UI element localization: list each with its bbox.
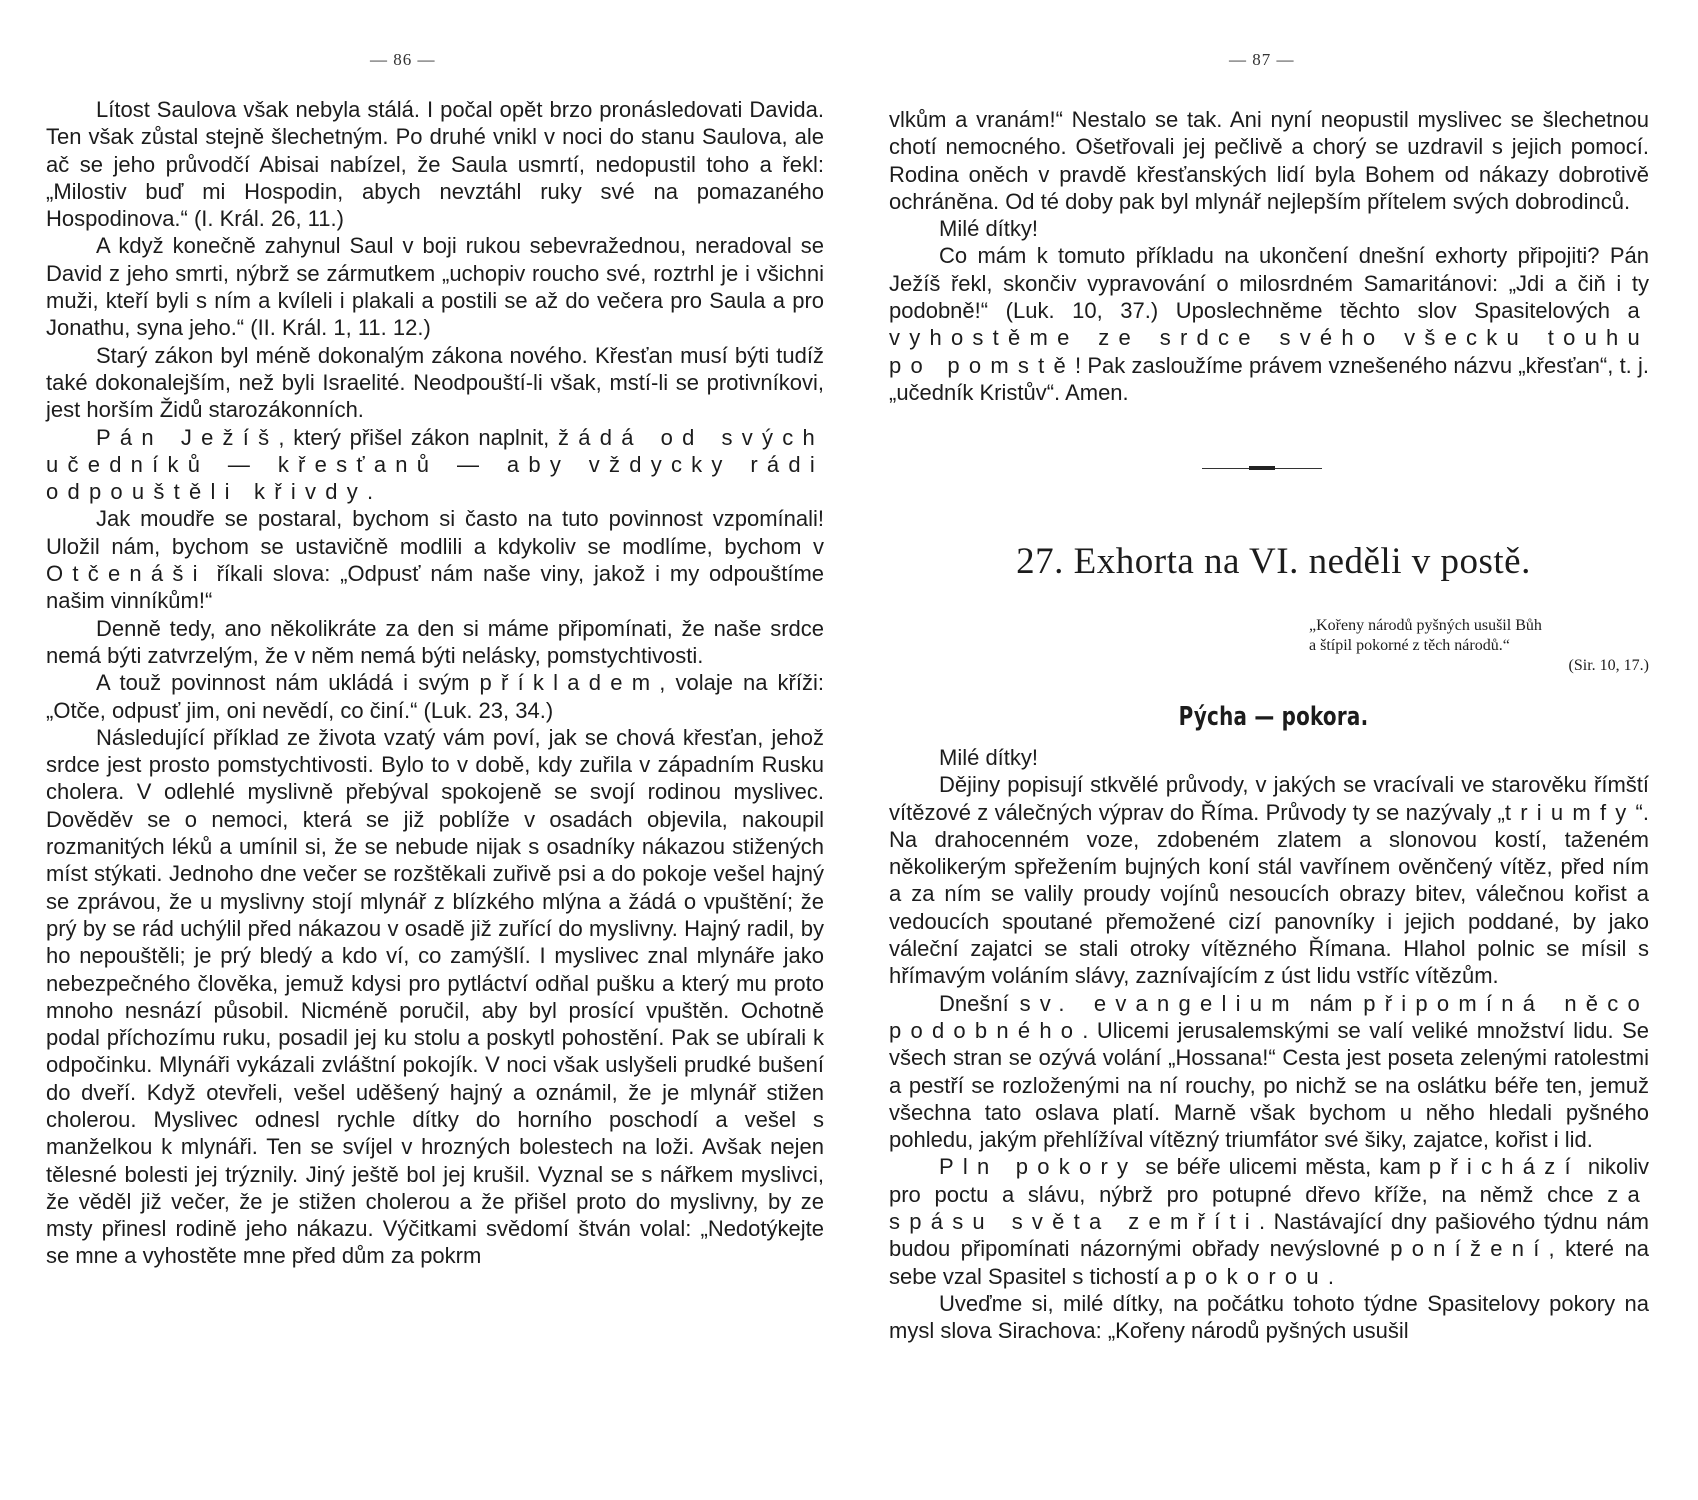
text-run: , který přišel zákon naplnit, (278, 424, 559, 450)
spaced-emphasis: Pán Ježíš (96, 424, 279, 450)
right-text-column-bottom (889, 744, 1649, 1345)
text-run: Dnešní (939, 990, 1020, 1016)
text-run: nikoliv pro poctu a slávu, nýbrž pro potupné dřevo kříže, na němž chce (889, 1154, 1650, 1207)
text-run: . Ulicemi jerusalemskými se valí veliké množství lidu. Se všech stran se ozývá volání „Hossana!“ Cesta jest poseta zelenými ratolestmi a pestří se rozloženými na ní rouchy, po nichž se na oslátku béře ten, jemuž všechna tato oslava platí. Marně však bychom u něho hledali pyšného pohledu, jakým přehlížíval vítězný triumfátor své šiky, zajatce, kořist i lid. (889, 1017, 1649, 1153)
spaced-emphasis: triumfy (1504, 799, 1636, 825)
paragraph (889, 242, 1649, 406)
spaced-emphasis: ponížení (1390, 1236, 1549, 1262)
spaced-emphasis: příkladem (479, 670, 660, 696)
spaced-emphasis: žádá od svých učedníků — křesťanů — aby vždycky rádi odpouštěli křivdy (46, 424, 824, 505)
text-run: nám (1298, 990, 1364, 1016)
paragraph: Lítost Saulova však nebyla stálá. I počal opět brzo pronásledovati Davida. Ten však zůstal stejně šlechetným. Po druhé vnikl v noci do stanu Saulova, ale ač se jeho průvodčí Abisai nabízel, že Saula usmrtí, nedopustil toho a řekl: „Milostiv buď mi Hospodin, abych nevztáhl ruky své na pomazaného Hospodinova.“ (I. Král. 26, 11.) (46, 97, 824, 232)
paragraph (46, 505, 824, 614)
paragraph: A když konečně zahynul Saul v boji rukou sebevražednou, neradoval se David z jeho smrti, nýbrž se zármutkem „uchopiv roucho své, roztrhl je i všichni muži, kteří byli s ním a kvíleli i plakali a postili se až do večera pro Saula a pro Jonathu, syna jeho.“ (II. Král. 1, 11. 12.) (46, 233, 824, 341)
section-divider-center (1249, 466, 1275, 470)
spaced-emphasis: a vyhostěme ze srdce svého všecku touhu po pomstě (889, 298, 1649, 378)
spaced-emphasis: za spásu světa zemříti (889, 1181, 1649, 1235)
text-run: A touž povinnost nám ukládá i svým (96, 670, 480, 696)
text-run: . (1327, 1263, 1335, 1289)
epigraph-line: a štípil pokorné z těch národů.“ (1309, 637, 1510, 654)
right-page (849, 0, 1698, 1500)
text-run: . Nastávající dny pašiového týdnu nám budou připomínati názornými obřady nevýslovné (889, 1209, 1649, 1262)
chapter-title: 27. Exhorta na VI. neděli v postě. (1016, 541, 1531, 582)
salutation: Milé dítky! (939, 216, 1039, 242)
epigraph (1309, 616, 1649, 676)
text-run: říkali slova: „Odpusť nám naše viny, jakož i my odpouštíme našim vinníkům!“ (46, 561, 824, 614)
spaced-emphasis: Pln pokory (939, 1154, 1138, 1180)
spaced-emphasis: připomíná něco podobného (889, 990, 1649, 1043)
paragraph (889, 1153, 1649, 1289)
section-subtitle: Pýcha — pokora. (1178, 702, 1369, 732)
paragraph (889, 990, 1649, 1154)
paragraph: vlkům a vranám!“ Nestalo se tak. Ani nyní neopustil myslivec se šlechetnou chotí nemocného. Ošetřovali jej pečlivě a chorý se uzdravil s jejich pomocí. Rodina oněch v pravdě křesťanských lidí byla Bohem od nákazy dobrotivě ochráněna. Od té doby pak byl mlynář nejlepším přítelem svých dobrodinců. (889, 107, 1649, 214)
paragraph: Uveďme si, milé dítky, na počátku tohoto týdne Spasitelovy pokory na mysl slova Sirachova: „Kořeny národů pyšných usušil (889, 1290, 1649, 1344)
paragraph (889, 771, 1649, 989)
text-run: “. Na drahocenném voze, zdobeném zlatem a slonovou kostí, taženém několikerým spřežením bujných koní stál vavřínem ověnčený vítěz, před ním a za ním se valily proudy vojínů nesoucích obrazy bitev, válečnou kořist a vedoucích spoutané přemožené cizí panovníky i jejich poddané, by jako váleční zajatci se stali otroky vítězného Římana. Hlahol polnic se mísil s hřímavým voláním slávy, zaznívajícím z úst lidu vstříc vítězům. (889, 799, 1649, 989)
text-run: , které na sebe vzal Spasitel s tichostí a (889, 1236, 1649, 1289)
text-run: . (366, 479, 374, 505)
text-run: ! Pak zasloužíme právem vznešeného názvu „křesťan“, t. j. „učedník Kristův“. Amen. (889, 352, 1650, 405)
right-text-column-top (889, 106, 1649, 406)
paragraph (46, 424, 824, 506)
text-run: Dějiny popisují stkvělé průvody, v jakých se vracívali ve starověku římští vítězové z válečných výprav do Říma. Průvody ty se nazývaly „ (889, 772, 1649, 825)
epigraph-line: „Kořeny národů pyšných usušil Bůh (1309, 617, 1542, 634)
paragraph: Starý zákon byl méně dokonalým zákona nového. Křesťan musí býti tudíž také dokonalejším, než byli Israelité. Neodpouští-li však, mstí-li se protivníkovi, jest horším Židů starozákonních. (46, 342, 824, 423)
text-run: Co mám k tomuto příkladu na ukončení dnešní exhorty připojiti? Pán Ježíš řekl, skončiv vypravování o milosrdném Samaritánovi: „Jdi a čiň i ty podobně!“ (Luk. 10, 37.) Uposlechněme těchto slov Spasitelových (889, 243, 1649, 324)
page-number-left: — 86 — (370, 50, 436, 69)
epigraph-citation: (Sir. 10, 17.) (1568, 657, 1649, 674)
salutation: Milé dítky! (939, 745, 1039, 770)
text-run: , volaje na kříži: „Otče, odpusť jim, oni nevědí, co činí.“ (Luk. 23, 34.) (46, 670, 824, 723)
left-text-column (46, 96, 824, 1270)
paragraph: Denně tedy, ano několikráte za den si máme připomínati, že naše srdce nemá býti zatvrzelým, že v něm nemá býti nelásky, pomstychtivosti. (46, 615, 824, 668)
spaced-emphasis: přichází (1428, 1154, 1580, 1180)
spaced-emphasis: sv. evangelium (1019, 990, 1299, 1016)
text-run: se béře ulicemi města, kam (1137, 1154, 1429, 1180)
paragraph: Následující příklad ze života vzatý vám poví, jak se chová křesťan, jehož srdce jest prosto pomstychtivosti. Bylo to v době, kdy zuřila v západním Rusku cholera. V odlehlé myslivně přebýval spokojeně se svojí rodinou myslivec. Dověděv se o nemoci, která se již poblíže v osadách objevila, nakoupil rozmanitých léků a umínil si, že se nebude nijak s osadníky nákazou stižených míst stýkati. Jednoho dne večer se rozštěkali zuřivě psi a do pokoje vešel hajný se zprávou, že u myslivny stojí mlynář z blízkého mlýna a žádá o vpuštění; že prý by se rád uchýlil před nákazou v osadě již zuřící do myslivny. Hajný radil, by ho nepouštěli; je prý bledý a kdo ví, co zamýšlí. I myslivec znal mlynáře jako nebezpečného člověka, jemuž kdysi pro pytláctví odňal pušku a který mu proto mnoho nesnází působil. Nicméně poručil, aby byl prosící vpuštěn. Ochotně podal příchozímu ruku, posadil jej ku stolu a poskytl pohostění. Pak se ubírali k odpočinku. Mlynáři vykázali zvláštní pokojík. V noci však uslyšeli prudké bušení do dveří. Když otevřeli, vešel uděšený hajný a oznámil, že je mlynář stižen cholerou. Myslivec odnesl rychle dítky do horního poschodí a vešel s manželkou k mlynáři. Ten se svíjel v hrozných bolestech na loži. Avšak nejen tělesné bolesti jej trýznily. Jiný ještě bol jej krušil. Vyznal se s nářkem myslivci, že věděl již večer, že je stižen cholerou a že přišel proto do myslivny, by ze msty přinesl rodině jeho nákazu. Výčitkami svědomí štván volal: „Nedotýkejte se mne a vyhostěte mne před dům za pokrm (46, 724, 824, 1269)
text-run: Jak moudře se postaral, bychom si často na tuto povinnost vzpomínali! Uložil nám, bychom se ustavičně modlili a kdykoliv se modlíme, bychom v (46, 506, 824, 559)
page-number-right: — 87 — (1229, 50, 1295, 69)
paragraph (46, 669, 824, 724)
spaced-emphasis: pokorou (1183, 1263, 1328, 1289)
spaced-emphasis: Otčenáši (46, 561, 207, 587)
